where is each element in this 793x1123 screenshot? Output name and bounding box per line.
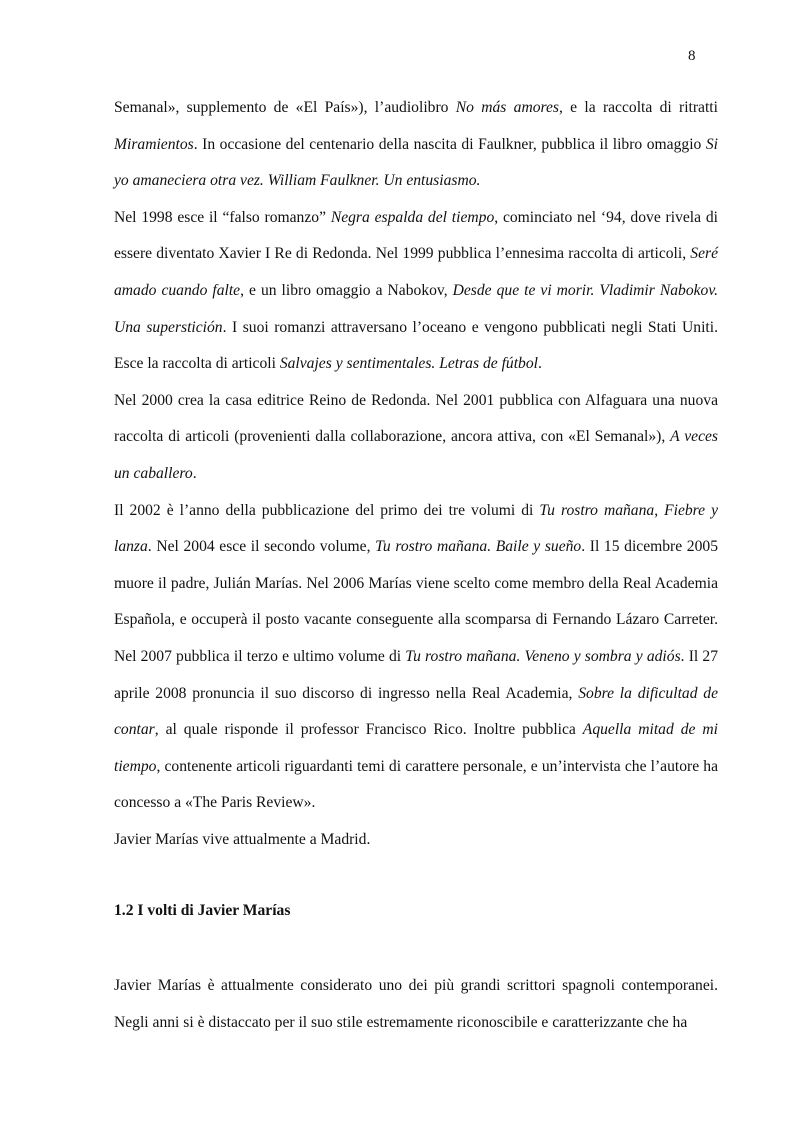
paragraph-1998 — [114, 200, 718, 383]
text-segment: . I suoi romanzi attraversano l’oceano e vengono pubblicati negli Stati Uniti. Esce la raccolta di articoli — [114, 318, 718, 373]
book-title: Miramientos — [114, 135, 194, 153]
book-title: Tu rostro mañana. Baile y sueño — [375, 538, 582, 556]
text-segment: . — [192, 464, 197, 482]
book-title: Desde que te vi morir. Vladimir Nabokov. Una superstición — [114, 281, 719, 336]
text-segment: , — [654, 501, 665, 519]
book-title: Salvajes y sentimentales. Letras de fútbol — [279, 355, 538, 373]
text-segment: , al quale risponde il professor Francisco Rico. Inoltre pubblica — [154, 721, 583, 739]
page-number: 8 — [688, 48, 696, 64]
text-segment: Javier Marías vive attualmente a Madrid. — [114, 830, 371, 848]
section-heading: 1.2 I volti di Javier Marías — [114, 902, 291, 919]
book-title: Tu rostro mañana — [539, 501, 655, 519]
paragraph-2000 — [114, 383, 718, 493]
section-body — [114, 968, 718, 1041]
text-segment: . — [537, 355, 542, 373]
text-segment: Semanal», supplemento de «El País»), l’audiolibro — [114, 99, 456, 116]
paragraph-residence — [114, 822, 718, 859]
book-title: Sobre la dificultad de contar — [114, 684, 718, 739]
body-text — [114, 90, 718, 858]
text-segment: . Il 15 dicembre 2005 muore il padre, Julián Marías. Nel 2006 Marías viene scelto come membro della Real Academia Española, e occuperà il posto vacante conseguente alla scomparsa di Fernando Lázaro Carreter. Nel 2007 pubblica il terzo e ultimo volume di — [114, 538, 718, 665]
paragraph-works-1990s — [114, 90, 718, 200]
text-segment: Nel 1998 esce il “falso romanzo” — [114, 208, 331, 226]
book-title: Si yo amaneciera otra vez. William Faulkner. Un entusiasmo. — [114, 135, 718, 190]
book-title: Seré amado cuando falte — [114, 245, 718, 299]
section-paragraph: Javier Marías è attualmente considerato uno dei più grandi scrittori spagnoli contemporanei. Negli anni si è distaccato per il suo stile estremamente riconoscibile e caratterizzante che ha — [114, 977, 718, 1031]
text-segment: Nel 2000 crea la casa editrice Reino de Redonda. Nel 2001 pubblica con Alfaguara una nuova raccolta di articoli (provenienti dalla collaborazione, ancora attiva, con «El Semanal»), — [114, 391, 718, 446]
book-title: A veces un caballero — [114, 428, 718, 482]
text-segment: , contenente articoli riguardanti temi di carattere personale, e un’intervista che l’autore ha concesso a «The Paris Review». — [114, 757, 718, 812]
paragraph-2002 — [114, 493, 718, 822]
text-segment: . Nel 2004 esce il secondo volume, — [147, 538, 376, 556]
text-segment: , e la raccolta di ritratti — [558, 99, 718, 116]
text-segment: , e un libro omaggio a Nabokov, — [240, 281, 453, 299]
text-segment: , cominciato nel ‘94, dove rivela di essere diventato Xavier I Re di Redonda. Nel 1999 pubblica l’ennesima raccolta di articoli, — [114, 208, 718, 263]
text-segment: . In occasione del centenario della nascita di Faulkner, pubblica il libro omaggio — [193, 135, 706, 153]
book-title: No más amores — [455, 99, 559, 116]
book-title: Negra espalda del tiempo — [330, 208, 495, 226]
text-segment: . Il 27 aprile 2008 pronuncia il suo discorso di ingresso nella Real Academia, — [114, 647, 718, 702]
book-title: Fiebre y lanza — [114, 501, 719, 556]
book-title: Tu rostro mañana. Veneno y sombra y adiós — [405, 647, 681, 665]
text-segment: Il 2002 è l’anno della pubblicazione del primo dei tre volumi di — [114, 501, 540, 519]
book-title: Aquella mitad de mi tiempo — [114, 721, 718, 775]
